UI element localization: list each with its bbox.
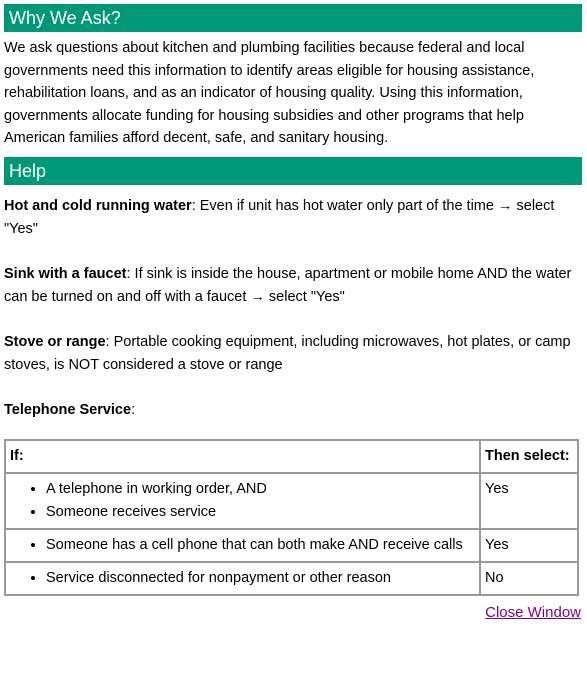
condition-item: • Service disconnected for nonpayment or other reason xyxy=(46,567,475,590)
telephone-service-table xyxy=(4,439,579,596)
help-item-sink-faucet xyxy=(4,263,582,309)
help-text: : Even if unit has hot water only part of the time → select "Yes" xyxy=(4,197,555,237)
condition-list xyxy=(10,567,475,590)
why-we-ask-paragraph: We ask questions about kitchen and plumbing facilities because federal and local governments need this information to identify areas eligible for housing assistance, rehabilitation loans, and as an indicator of housing quality. Using this information, governments allocate funding for housing subsidies and other programs that help American families afford decent, safe, and sanitary housing. xyxy=(4,40,535,146)
help-term: Stove or range xyxy=(4,333,106,350)
header-if: If: xyxy=(5,440,480,473)
help-item-stove-range xyxy=(4,331,582,377)
table-row xyxy=(5,473,578,529)
why-we-ask-header xyxy=(4,4,582,32)
help-text: : xyxy=(131,401,136,418)
condition-cell xyxy=(5,529,480,562)
footer xyxy=(4,604,582,621)
condition-cell xyxy=(5,473,480,529)
help-text: : Portable cooking equipment, including microwaves, hot plates, or camp stoves, is NOT considered a stove or range xyxy=(4,333,571,373)
select-cell: No xyxy=(480,562,578,595)
help-text: : If sink is inside the house, apartment or mobile home AND the water can be turned on and off with a faucet → select "Yes" xyxy=(4,265,572,305)
help-heading: Help xyxy=(9,160,47,181)
table-row xyxy=(5,529,578,562)
why-we-ask-heading: Why We Ask? xyxy=(9,8,121,28)
close-window-link[interactable]: Close Window xyxy=(485,603,581,621)
condition-list xyxy=(10,534,475,557)
help-term: Hot and cold running water xyxy=(4,197,192,214)
help-header xyxy=(4,157,582,185)
help-item-hot-cold-water xyxy=(4,195,582,241)
help-term: Telephone Service xyxy=(4,401,132,418)
select-cell: Yes xyxy=(480,529,578,562)
help-term: Sink with a faucet xyxy=(4,265,127,282)
table-row xyxy=(5,562,578,595)
condition-list xyxy=(10,478,475,524)
select-cell: Yes xyxy=(480,473,578,529)
help-item-telephone-service xyxy=(4,399,582,422)
header-then-select: Then select: xyxy=(480,440,578,473)
condition-cell xyxy=(5,562,480,595)
condition-item: • Someone receives service xyxy=(46,501,475,524)
condition-item: • Someone has a cell phone that can both make AND receive calls xyxy=(46,534,475,557)
table-header-row xyxy=(5,440,578,473)
condition-item: • A telephone in working order, AND xyxy=(46,478,475,501)
